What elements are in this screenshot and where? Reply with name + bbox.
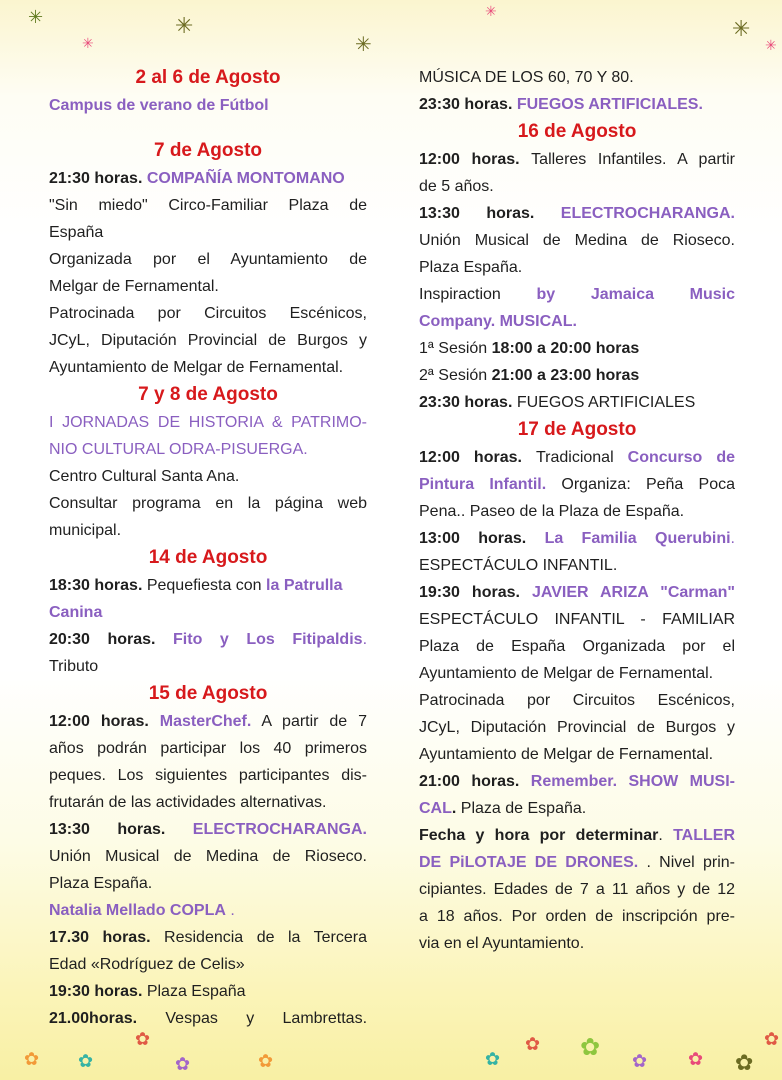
date-heading: 7 de Agosto (153, 140, 263, 161)
event-title: DE PiLOTAJE DE DRONES. (419, 854, 639, 871)
program-line (49, 273, 367, 300)
event-text: Ayuntamiento de Melgar de Fernamental. (49, 359, 344, 376)
event-title: . (225, 902, 235, 919)
event-text: Plaza España. (419, 259, 523, 276)
event-title: . (362, 631, 368, 648)
date-heading: 15 de Agosto (148, 683, 268, 704)
event-text: de 5 años. (419, 178, 494, 195)
event-text: FUEGOS ARTIFICIALES (516, 394, 696, 411)
event-text: Vespas y Lambrettas. (165, 1010, 368, 1027)
event-text: 2ª Sesión (419, 367, 492, 384)
star-icon: ✳ (82, 35, 94, 51)
program-line (419, 227, 735, 254)
program-line (49, 789, 367, 816)
star-icon: ✳ (28, 7, 44, 27)
event-text: Pequefiesta con (146, 577, 267, 594)
flower-icon: ✿ (764, 1029, 780, 1049)
star-icon: ✳ (485, 3, 497, 19)
event-title: Fito y Los Fitipaldis (173, 631, 363, 648)
event-title: FUEGOS ARTIFICIALES. (516, 96, 703, 113)
event-text: 1ª Sesión (419, 340, 492, 357)
time-label: 18:30 horas. (49, 577, 147, 594)
event-text: Pena.. Paseo de la Plaza de España. (419, 503, 685, 520)
event-text: Patrocinada por Circuitos Escénicos, (419, 692, 735, 709)
program-line (419, 768, 735, 795)
program-line (49, 246, 367, 273)
event-title: Company. MUSICAL. (419, 313, 577, 330)
event-text: Talleres Infantiles. A partir (531, 151, 735, 168)
program-line (419, 525, 735, 552)
star-icon: ✳ (732, 16, 751, 41)
program-line (49, 978, 367, 1005)
program-line (49, 626, 367, 653)
time-label: 13:00 horas. (419, 530, 545, 547)
program-line (419, 903, 735, 930)
program-line (419, 389, 735, 416)
time-label: 19:30 horas. (419, 584, 532, 601)
event-text: . (658, 827, 674, 844)
event-text: ESPECTÁCULO INFANTIL. (419, 557, 618, 574)
event-text: Consultar programa en la página web (49, 495, 367, 512)
program-line (419, 822, 735, 849)
program-line (49, 327, 367, 354)
event-title: MasterChef. (159, 713, 252, 730)
program-line (49, 165, 367, 192)
program-line (419, 552, 735, 579)
flower-icon: ✿ (175, 1054, 191, 1074)
star-icon: ✳ (175, 13, 194, 38)
date-heading: 14 de Agosto (148, 547, 268, 568)
flower-icon: ✿ (735, 1050, 754, 1075)
event-text: peques. Los siguientes participantes dis- (49, 767, 367, 784)
flower-icon: ✿ (525, 1034, 541, 1054)
program-line (49, 653, 367, 680)
event-title: Natalia Mellado COPLA (49, 902, 226, 919)
time-label: . (451, 800, 457, 817)
program-line (49, 490, 367, 517)
time-label: 18:00 a 20:00 horas (491, 340, 640, 357)
program-line (49, 300, 367, 327)
program-line (419, 91, 735, 118)
event-title: Canina (49, 604, 103, 621)
flower-icon: ✿ (24, 1049, 40, 1069)
time-label: 21.00horas. (49, 1010, 166, 1027)
program-line (419, 335, 735, 362)
event-title: La Familia Querubini (544, 530, 731, 547)
flower-icon: ✿ (485, 1049, 501, 1069)
time-label: 23:30 horas. (419, 394, 517, 411)
program-line (419, 930, 735, 957)
event-text: España (49, 224, 104, 241)
time-label: 17.30 horas. (49, 929, 165, 946)
star-icon: ✳ (355, 34, 372, 56)
program-line (419, 146, 735, 173)
program-line (419, 849, 735, 876)
event-text: MÚSICA DE LOS 60, 70 Y 80. (419, 69, 634, 86)
program-line (419, 660, 735, 687)
event-text: Inspiraction (419, 286, 537, 303)
event-title: Pintura Infantil. (419, 476, 547, 493)
event-text: Plaza de España. (456, 800, 587, 817)
event-title: COMPAÑÍA MONTOMANO (146, 170, 345, 187)
event-text: Plaza España (146, 983, 246, 1000)
event-text: ESPECTÁCULO INFANTIL - FAMILIAR (419, 611, 735, 628)
event-text: JCyL, Diputación Provincial de Burgos y (49, 332, 367, 349)
program-line (49, 463, 367, 490)
event-text: Ayuntamiento de Melgar de Fernamental. (419, 746, 714, 763)
program-line (419, 633, 735, 660)
program-line (419, 687, 735, 714)
event-text: JCyL, Diputación Provincial de Burgos y (419, 719, 735, 736)
program-line (49, 897, 367, 924)
time-label: 21:30 horas. (49, 170, 147, 187)
program-line (419, 200, 735, 227)
event-text: Residencia de la Tercera (164, 929, 367, 946)
event-text: municipal. (49, 522, 122, 539)
program-line (419, 308, 735, 335)
event-title: Concurso de (627, 449, 736, 466)
time-label: 21:00 horas. (419, 773, 531, 790)
event-text: cipiantes. Edades de 7 a 11 años y de 12 (419, 881, 735, 898)
event-text: Plaza de España Organizada por el (419, 638, 735, 655)
event-text: . Nivel prin- (638, 854, 735, 871)
program-line (49, 517, 367, 544)
event-title: ELECTROCHARANGA. (192, 821, 367, 838)
event-title: TALLER (673, 827, 736, 844)
time-label: 21:00 a 23:00 horas (491, 367, 640, 384)
program-line (419, 579, 735, 606)
event-text: frutarán de las actividades alternativas. (49, 794, 327, 811)
event-text: A partir de 7 (251, 713, 367, 730)
time-label: 13:30 horas. (49, 821, 193, 838)
time-label: 12:00 horas. (419, 151, 532, 168)
program-line (49, 409, 367, 436)
date-heading: 7 y 8 de Agosto (138, 384, 278, 405)
program-line (419, 498, 735, 525)
event-title: la Patrulla (266, 577, 343, 594)
time-label: 12:00 horas. (419, 449, 536, 466)
event-title: NIO CULTURAL ODRA-PISUERGA. (49, 441, 308, 458)
event-title: CAL (419, 800, 452, 817)
program-line (419, 795, 735, 822)
event-title: by Jamaica Music (536, 286, 735, 303)
flower-icon: ✿ (688, 1049, 704, 1069)
program-line (419, 362, 735, 389)
star-icon: ✳ (765, 37, 777, 53)
flower-icon: ✿ (258, 1051, 274, 1071)
event-text: Ayuntamiento de Melgar de Fernamental. (419, 665, 714, 682)
event-text: Unión Musical de Medina de Rioseco. (419, 232, 735, 249)
flower-icon: ✿ (78, 1051, 94, 1071)
event-text: Organizada por el Ayuntamiento de (49, 251, 367, 268)
event-text: via en el Ayuntamiento. (419, 935, 585, 952)
program-line (49, 816, 367, 843)
event-text: Edad «Rodríguez de Celis» (49, 956, 245, 973)
program-line (49, 924, 367, 951)
event-title: JAVIER ARIZA "Carman" (531, 584, 735, 601)
date-heading: 2 al 6 de Agosto (135, 67, 281, 88)
flower-icon: ✿ (632, 1051, 648, 1071)
time-label: Fecha y hora por determinar (419, 827, 659, 844)
program-line (49, 436, 367, 463)
event-text: Tradicional (535, 449, 628, 466)
program-line (49, 92, 367, 119)
event-title: Campus de verano de Fútbol (49, 97, 269, 114)
program-line (49, 735, 367, 762)
event-text: años podrán participar los 40 primeros (49, 740, 367, 757)
program-column-left (49, 64, 367, 1032)
event-text: Tributo (49, 658, 99, 675)
program-line (419, 606, 735, 633)
event-title: . (730, 530, 735, 547)
time-label: 13:30 horas. (419, 205, 561, 222)
program-line (419, 281, 735, 308)
program-line (419, 714, 735, 741)
event-text: a 18 años. Por orden de inscripción pre- (419, 908, 735, 925)
program-line (419, 173, 735, 200)
event-text: Organiza: Peña Poca (546, 476, 735, 493)
program-column-right (419, 64, 735, 957)
program-line (49, 599, 367, 626)
event-text: "Sin miedo" Circo-Familiar Plaza de (49, 197, 367, 214)
program-line (419, 64, 735, 91)
event-text: Centro Cultural Santa Ana. (49, 468, 240, 485)
program-line (49, 1005, 367, 1032)
event-text: Melgar de Fernamental. (49, 278, 219, 295)
date-heading: 17 de Agosto (517, 419, 637, 440)
time-label: 19:30 horas. (49, 983, 147, 1000)
program-line (49, 843, 367, 870)
program-line (49, 762, 367, 789)
event-text: Patrocinada por Circuitos Escénicos, (49, 305, 367, 322)
time-label: 20:30 horas. (49, 631, 174, 648)
flower-icon: ✿ (580, 1034, 601, 1061)
event-title: Remember. SHOW MUSI- (530, 773, 735, 790)
program-line (419, 254, 735, 281)
event-title: ELECTROCHARANGA. (560, 205, 735, 222)
event-text: Plaza España. (49, 875, 153, 892)
program-line (49, 951, 367, 978)
time-label: 12:00 horas. (49, 713, 160, 730)
program-line (49, 354, 367, 381)
program-line (419, 741, 735, 768)
program-line (49, 708, 367, 735)
program-line (419, 444, 735, 471)
program-line (49, 870, 367, 897)
time-label: 23:30 horas. (419, 96, 517, 113)
date-heading: 16 de Agosto (517, 121, 637, 142)
program-line (49, 192, 367, 219)
event-title: I JORNADAS DE HISTORIA & PATRIMO- (49, 414, 367, 431)
program-line (419, 876, 735, 903)
flower-icon: ✿ (135, 1029, 151, 1049)
program-line (49, 572, 367, 599)
event-text: Unión Musical de Medina de Rioseco. (49, 848, 367, 865)
program-line (419, 471, 735, 498)
program-line (49, 219, 367, 246)
